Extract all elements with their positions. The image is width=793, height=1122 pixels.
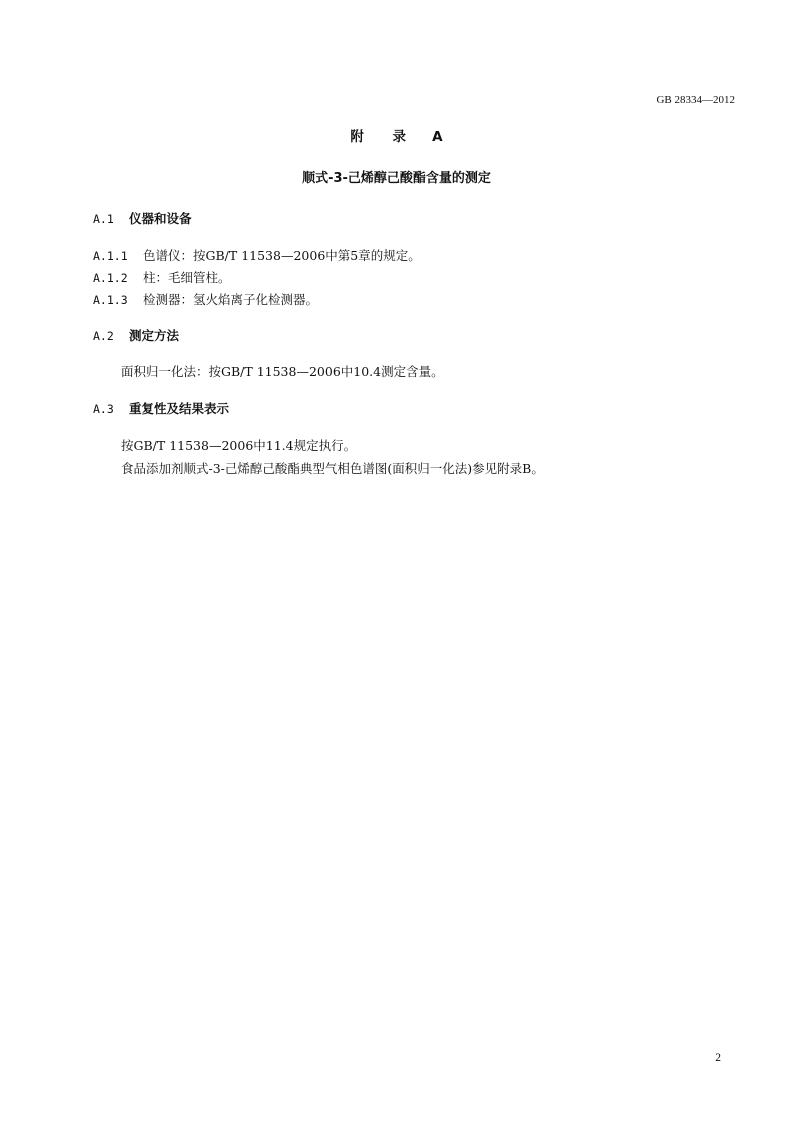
appendix-letter: A — [432, 129, 443, 145]
standard-code: GB 28334—2012 — [656, 94, 735, 106]
section-title: 测定方法 — [129, 328, 180, 343]
item-number: A.1.1 — [93, 249, 128, 263]
appendix-title — [0, 125, 793, 145]
paragraph-a3-2: 食品添加剂顺式-3-己烯醇己酸酯典型气相色谱图(面积归一化法)参见附录B。 — [121, 461, 544, 476]
section-title: 仪器和设备 — [129, 211, 192, 226]
list-item-a1-2 — [93, 268, 231, 286]
list-item-a1-3 — [93, 290, 318, 308]
section-heading-a1 — [93, 209, 192, 227]
list-item-a1-1 — [93, 246, 421, 264]
item-text: 色谱仪：按GB/T 11538—2006中第5章的规定。 — [143, 248, 421, 263]
item-number: A.1.2 — [93, 271, 128, 285]
paragraph-a3-1: 按GB/T 11538—2006中11.4规定执行。 — [121, 438, 357, 453]
section-heading-a2 — [93, 326, 179, 344]
section-heading-a3 — [93, 399, 229, 417]
item-text: 柱：毛细管柱。 — [143, 270, 231, 285]
document-title: 顺式-3-己烯醇己酸酯含量的测定 — [302, 171, 491, 186]
appendix-label: 附 录 — [350, 129, 419, 145]
section-number: A.2 — [93, 329, 114, 343]
paragraph-a2: 面积归一化法：按GB/T 11538—2006中10.4测定含量。 — [121, 364, 444, 379]
item-text: 检测器：氢火焰离子化检测器。 — [143, 292, 319, 307]
page-number: 2 — [715, 1052, 721, 1064]
section-number: A.1 — [93, 212, 114, 226]
section-number: A.3 — [93, 402, 114, 416]
item-number: A.1.3 — [93, 293, 128, 307]
section-title: 重复性及结果表示 — [129, 401, 230, 416]
